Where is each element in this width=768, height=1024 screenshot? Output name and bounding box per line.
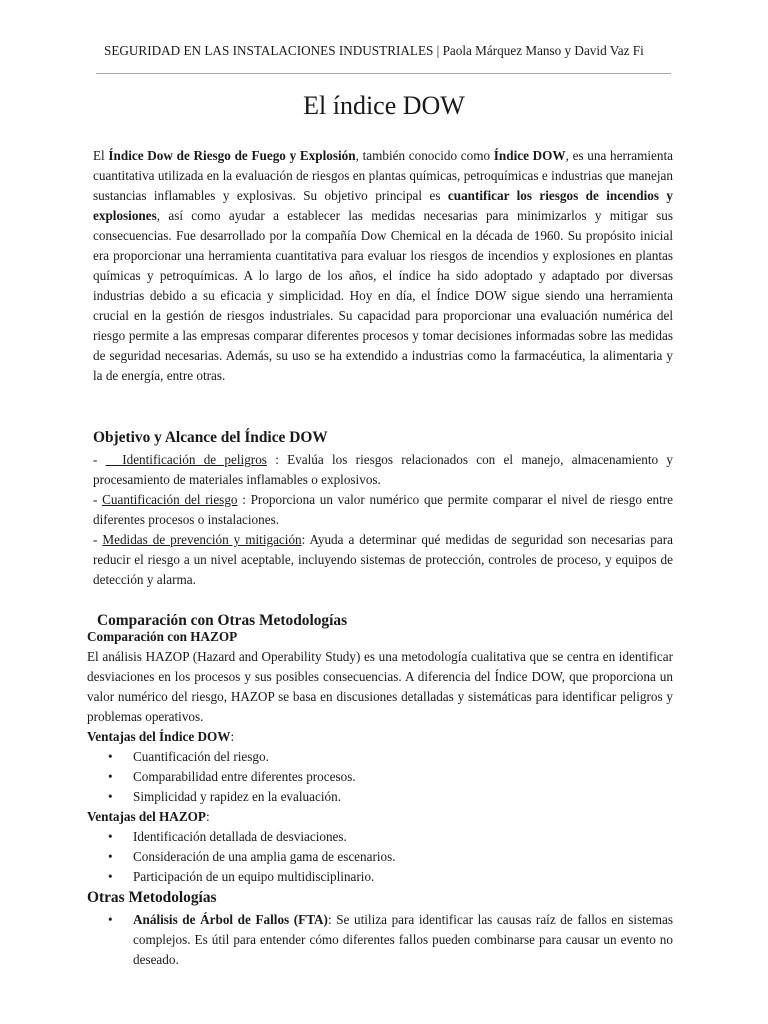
hazop-paragraph: El análisis HAZOP (Hazard and Operability Study) es una metodología cualitativa que se centra en identificar desviaciones en los procesos y sus posibles consecuencias. A diferencia del Índice DOW, que proporciona un valor numérico del riesgo, HAZOP se basa en discusiones detalladas y sistemáticas para identificar peligros y problemas operativos. (87, 649, 673, 724)
item-text: : Ayuda a determinar qué medidas de seguridad son necesarias para reducir el riesgo a un nivel aceptable, incluyendo sistemas de protección, controles de proceso, y equipos de detección y alarma. (93, 532, 673, 587)
section-heading-objetivo: Objetivo y Alcance del Índice DOW (93, 429, 328, 446)
otras-block (87, 910, 673, 970)
ventajas-hazop-label (87, 807, 673, 827)
ventajas-hazop-title: Ventajas del HAZOP (87, 809, 206, 824)
item-term: Identificación de peligros (105, 452, 267, 467)
objetivo-item (93, 530, 673, 590)
item-prefix: - (93, 492, 103, 507)
list-item: • Comparabilidad entre diferentes procesos. (87, 767, 673, 787)
intro-text-2: , también conocido como (355, 148, 494, 163)
item-text: : Se utiliza para identificar las causas raíz de fallos en sistemas complejos. Es útil para entender cómo diferentes fallos pueden combinarse para causar un evento no deseado. (133, 912, 673, 967)
objetivo-list (93, 450, 673, 590)
objetivo-item (93, 490, 673, 530)
list-item: • Cuantificación del riesgo. (87, 747, 673, 767)
label-colon: : (205, 809, 210, 824)
intro-text-4: , así como ayudar a establecer las medidas necesarias para minimizarlos y mitigar sus consecuencias. Fue desarrollado por la compañía Dow Chemical en la década de 1960. Su propósito inicial era proporcionar una herramienta cuantitativa para evaluar los riesgos de incendios y explosiones en plantas químicas y petroquímicas. A lo largo de los años, el índice ha sido adoptado y adaptado por diversas industrias debido a su eficacia y simplicidad. Hoy en día, el Índice DOW sigue siendo una herramienta crucial en la gestión de riesgos industriales. Su capacidad para proporcionar una evaluación numérica del riesgo permite a las empresas comparar diferentes procesos y tomar decisiones informadas sobre las medidas de seguridad necesarias. Además, su uso se ha extendido a industrias como la farmacéutica, la alimentaria y la de energía, entre otras. (93, 208, 673, 383)
objetivo-item (93, 450, 673, 490)
item-text: : Evalúa los riesgos relacionados con el manejo, almacenamiento y procesamiento de materiales inflamables o explosivos. (93, 452, 673, 487)
list-item: • Identificación detallada de desviaciones. (87, 827, 673, 847)
ventajas-hazop-list (87, 827, 673, 887)
intro-text-1: El (93, 148, 109, 163)
running-header: SEGURIDAD EN LAS INSTALACIONES INDUSTRIALES | Paola Márquez Manso y David Vaz Fi (104, 43, 644, 58)
item-term: Análisis de Árbol de Fallos (FTA) (133, 912, 328, 927)
item-prefix: - (93, 452, 106, 467)
ventajas-dow-label (87, 727, 673, 747)
list-item: • Simplicidad y rapidez en la evaluación. (87, 787, 673, 807)
list-item: • Participación de un equipo multidisciplinario. (87, 867, 673, 887)
intro-bold-dow: Índice DOW (493, 148, 566, 163)
section-heading-otras: Otras Metodologías (87, 889, 217, 906)
label-colon: : (230, 729, 235, 744)
header-divider (96, 73, 671, 74)
intro-text-3: , es una herramienta cuantitativa utilizada en la evaluación de riesgos en plantas químicas, petroquímicas e industrias que manejan sustancias inflamables y explosivas. Su objetivo principal es (93, 148, 674, 203)
item-term: Cuantificación del riesgo (102, 492, 238, 507)
intro-bold-objective: cuantificar los riesgos de incendios y explosiones (93, 188, 674, 223)
intro-bold-index-name: Índice Dow de Riesgo de Fuego y Explosión (108, 148, 356, 163)
section-heading-comparacion: Comparación con Otras Metodologías (97, 612, 348, 629)
list-item: • Consideración de una amplia gama de escenarios. (87, 847, 673, 867)
item-text: : Proporciona un valor numérico que permite comparar el nivel de riesgo entre diferentes procesos o instalaciones. (93, 492, 673, 527)
item-term: Medidas de prevención y mitigación (102, 532, 302, 547)
list-item (87, 910, 673, 970)
otras-list (87, 910, 673, 970)
subheading-hazop: Comparación con HAZOP (87, 629, 238, 644)
ventajas-dow-title: Ventajas del Índice DOW (87, 729, 231, 744)
page-title: El índice DOW (303, 91, 465, 120)
intro-paragraph (93, 146, 673, 386)
ventajas-dow-block (87, 727, 673, 887)
ventajas-dow-list (87, 747, 673, 807)
item-prefix: - (93, 532, 103, 547)
